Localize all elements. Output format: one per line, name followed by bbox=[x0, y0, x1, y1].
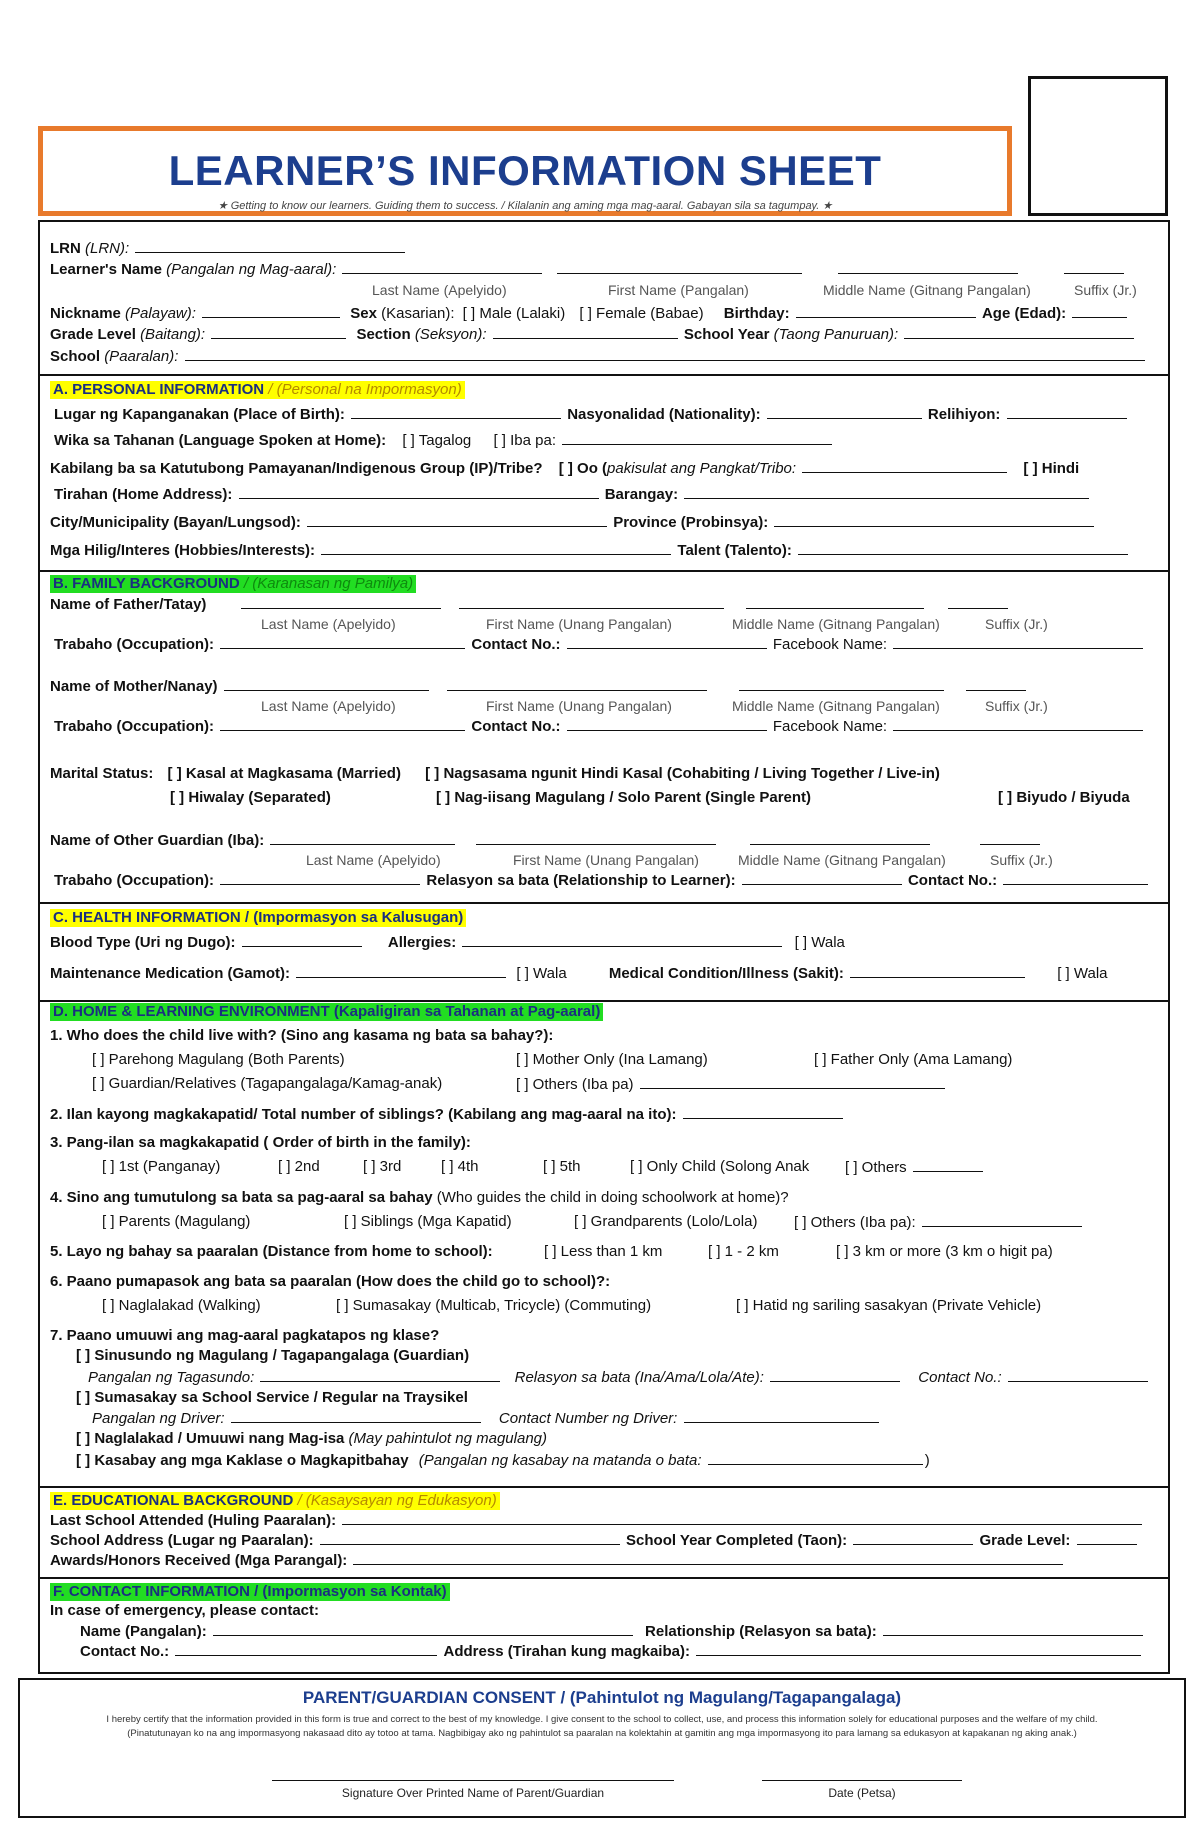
pickup-relationship-field[interactable] bbox=[770, 1367, 900, 1382]
awards-label: Awards/Honors Received (Mga Parangal): bbox=[50, 1552, 348, 1569]
father-contact-field[interactable] bbox=[567, 634, 767, 649]
language-other-checkbox[interactable]: [ ] Iba pa: bbox=[493, 432, 556, 449]
religion-field[interactable] bbox=[1007, 404, 1127, 419]
question-1-label: 1. Who does the child live with? (Sino ang kasama ng bata sa bahay?): bbox=[50, 1027, 554, 1044]
learner-middle-name-field[interactable] bbox=[838, 259, 1018, 274]
father-last-name-caption: Last Name (Apelyido) bbox=[261, 616, 396, 632]
contact-section bbox=[38, 1577, 1170, 1674]
consent-text-tl: (Pinatutunayan ko na ang impormasyong nakasaad dito ay totoo at tama. Nagbibigay ako ng pahintulot sa paaralan na kolektahin at gamitin ang mga impormasyong ito para lamang sa edukasyon at kapakanan ng aking anak.) bbox=[127, 1728, 1077, 1739]
guide-siblings-checkbox[interactable]: [ ] Siblings (Mga Kapatid) bbox=[344, 1213, 512, 1230]
mother-facebook-label: Facebook Name: bbox=[772, 718, 888, 735]
learner-name-label-tl: (Pangalan ng Mag-aaral): bbox=[166, 261, 337, 278]
emergency-intro: In case of emergency, please contact: bbox=[50, 1602, 319, 1619]
home-address-label: Tirahan (Home Address): bbox=[54, 486, 233, 503]
learner-middle-name-caption: Middle Name (Gitnang Pangalan) bbox=[823, 282, 1031, 298]
school-year-label-tl: (Taong Panuruan): bbox=[773, 326, 899, 343]
guardian-first-name-caption: First Name (Unang Pangalan) bbox=[513, 852, 699, 868]
emergency-contact-label: Contact No.: bbox=[80, 1643, 170, 1660]
awards-field[interactable] bbox=[353, 1550, 1063, 1565]
birth-order-5th-checkbox[interactable]: [ ] 5th bbox=[543, 1158, 581, 1175]
father-suffix-field[interactable] bbox=[948, 594, 1008, 609]
sex-label: Sex bbox=[350, 305, 377, 322]
father-middle-name-caption: Middle Name (Gitnang Pangalan) bbox=[732, 616, 940, 632]
barangay-label: Barangay: bbox=[604, 486, 679, 503]
guide-grandparents-checkbox[interactable]: [ ] Grandparents (Lolo/Lola) bbox=[574, 1213, 758, 1230]
nickname-label-tl: (Palayaw): bbox=[125, 305, 196, 322]
guardian-middle-name-field[interactable] bbox=[750, 830, 930, 845]
emergency-address-field[interactable] bbox=[696, 1641, 1141, 1656]
birthday-field[interactable] bbox=[796, 303, 976, 318]
mother-first-name-field[interactable] bbox=[447, 676, 707, 691]
birth-order-others-checkbox[interactable]: [ ] Others bbox=[845, 1157, 985, 1178]
signature-caption: Signature Over Printed Name of Parent/Guardian bbox=[341, 1786, 605, 1800]
maintenance-medication-field[interactable] bbox=[296, 963, 506, 978]
guardian-first-name-field[interactable] bbox=[476, 830, 716, 845]
school-year-field[interactable] bbox=[904, 324, 1134, 339]
mother-middle-name-field[interactable] bbox=[739, 676, 944, 691]
nickname-label: Nickname bbox=[50, 305, 121, 322]
page-title: LEARNER’S INFORMATION SHEET bbox=[168, 147, 882, 194]
mother-contact-label: Contact No.: bbox=[471, 718, 561, 735]
birth-order-3rd-checkbox[interactable]: [ ] 3rd bbox=[363, 1158, 402, 1175]
barangay-field[interactable] bbox=[684, 484, 1089, 499]
talent-label: Talent (Talento): bbox=[677, 542, 792, 559]
school-field[interactable] bbox=[185, 346, 1145, 361]
hobbies-field[interactable] bbox=[321, 540, 671, 555]
guardian-occupation-label: Trabaho (Occupation): bbox=[54, 872, 215, 889]
edu-grade-level-label: Grade Level: bbox=[979, 1532, 1071, 1549]
health-info-section bbox=[38, 902, 1170, 1002]
signature-line[interactable] bbox=[272, 1780, 674, 1781]
mother-facebook-field[interactable] bbox=[893, 716, 1143, 731]
mother-occupation-label: Trabaho (Occupation): bbox=[54, 718, 215, 735]
school-service-checkbox[interactable]: [ ] Sumasakay sa School Service / Regular na Traysikel bbox=[76, 1389, 468, 1406]
edu-grade-level-field[interactable] bbox=[1077, 1530, 1137, 1545]
province-label: Province (Probinsya): bbox=[613, 514, 769, 531]
father-occupation-label: Trabaho (Occupation): bbox=[54, 636, 215, 653]
allergies-field[interactable] bbox=[462, 932, 782, 947]
province-field[interactable] bbox=[774, 512, 1094, 527]
transport-commuting-checkbox[interactable]: [ ] Sumasakay (Multicab, Tricycle) (Commuting) bbox=[336, 1297, 652, 1314]
language-other-field[interactable] bbox=[562, 430, 832, 445]
mother-name-label: Name of Mother/Nanay) bbox=[50, 678, 218, 695]
guardian-relationship-field[interactable] bbox=[742, 870, 902, 885]
driver-contact-field[interactable] bbox=[684, 1408, 879, 1423]
consent-section bbox=[18, 1678, 1186, 1818]
birth-order-2nd-checkbox[interactable]: [ ] 2nd bbox=[278, 1158, 320, 1175]
pickup-name-label: Pangalan ng Tagasundo: bbox=[88, 1369, 255, 1386]
birthplace-label: Lugar ng Kapanganakan (Place of Birth): bbox=[54, 406, 345, 423]
learner-first-name-caption: First Name (Pangalan) bbox=[608, 282, 749, 298]
sex-male-checkbox[interactable]: [ ] Male (Lalaki) bbox=[462, 305, 566, 322]
consent-text-en: I hereby certify that the information provided in this form is true and correct to the best of my knowledge. I give consent to the school to collect, use, and process this information solely for educational purposes and the welfare of my child. bbox=[106, 1714, 1098, 1725]
father-suffix-caption: Suffix (Jr.) bbox=[985, 616, 1048, 632]
home-learning-section bbox=[38, 1000, 1170, 1488]
walk-alone-checkbox[interactable]: [ ] Naglalakad / Umuuwi nang Mag-isa bbox=[76, 1430, 345, 1447]
last-school-label: Last School Attended (Huling Paaralan): bbox=[50, 1512, 337, 1529]
mother-middle-name-caption: Middle Name (Gitnang Pangalan) bbox=[732, 698, 940, 714]
education-heading: E. EDUCATIONAL BACKGROUND / (Kasaysayan ng Edukasyon) bbox=[50, 1492, 500, 1510]
mother-first-name-caption: First Name (Unang Pangalan) bbox=[486, 698, 672, 714]
question-5-label: 5. Layo ng bahay sa paaralan (Distance from home to school): bbox=[50, 1243, 493, 1260]
tagline: ★ Getting to know our learners. Guiding them to success. / Kilalanin ang aming mga mag-aaral. Gabayan sila sa tagumpay. ★ bbox=[217, 200, 833, 212]
birth-order-1st-checkbox[interactable]: [ ] 1st (Panganay) bbox=[102, 1158, 221, 1175]
title-banner bbox=[38, 126, 1012, 216]
father-name-label: Name of Father/Tatay) bbox=[50, 596, 207, 613]
city-label: City/Municipality (Bayan/Lungsod): bbox=[50, 514, 301, 531]
with-classmates-checkbox[interactable]: [ ] Kasabay ang mga Kaklase o Magkapitbahay bbox=[76, 1452, 409, 1469]
nationality-label: Nasyonalidad (Nationality): bbox=[567, 406, 761, 423]
question-4-label-en: (Who guides the child in doing schoolwork at home)? bbox=[436, 1189, 789, 1206]
mother-contact-field[interactable] bbox=[567, 716, 767, 731]
photo-box bbox=[1028, 76, 1168, 216]
pickup-guardian-checkbox[interactable]: [ ] Sinusundo ng Magulang / Tagapangalaga (Guardian) bbox=[76, 1347, 470, 1364]
with-classmates-note: (Pangalan ng kasabay na matanda o bata: bbox=[418, 1452, 702, 1469]
father-first-name-caption: First Name (Unang Pangalan) bbox=[486, 616, 672, 632]
guardian-last-name-field[interactable] bbox=[270, 830, 455, 845]
age-label: Age (Edad): bbox=[981, 305, 1067, 322]
education-section bbox=[38, 1486, 1170, 1579]
family-background-heading: B. FAMILY BACKGROUND / (Karanasan ng Pamilya) bbox=[50, 575, 416, 593]
birthday-label: Birthday: bbox=[723, 305, 790, 322]
learner-last-name-field[interactable] bbox=[342, 259, 542, 274]
emergency-name-field[interactable] bbox=[213, 1621, 633, 1636]
father-middle-name-field[interactable] bbox=[746, 594, 924, 609]
nickname-field[interactable] bbox=[202, 303, 340, 318]
medical-condition-label: Medical Condition/Illness (Sakit): bbox=[608, 965, 844, 982]
section-label: Section bbox=[356, 326, 411, 343]
marital-cohabiting-checkbox[interactable]: [ ] Nagsasama ngunit Hindi Kasal (Cohabiting / Living Together / Live-in) bbox=[425, 765, 940, 782]
language-tagalog-checkbox[interactable]: [ ] Tagalog bbox=[402, 432, 472, 449]
birth-order-4th-checkbox[interactable]: [ ] 4th bbox=[441, 1158, 479, 1175]
guardian-contact-label: Contact No.: bbox=[907, 872, 998, 889]
ip-yes-note: pakisulat ang Pangkat/Tribo: bbox=[607, 460, 797, 477]
driver-name-label: Pangalan ng Driver: bbox=[92, 1410, 225, 1427]
father-last-name-field[interactable] bbox=[241, 594, 441, 609]
health-info-heading: C. HEALTH INFORMATION / (Impormasyon sa Kalusugan) bbox=[50, 909, 466, 927]
language-label: Wika sa Tahanan (Language Spoken at Home): bbox=[54, 432, 387, 449]
lives-guardian-checkbox[interactable]: [ ] Guardian/Relatives (Tagapangalaga/Kamag-anak) bbox=[92, 1075, 443, 1092]
religion-label: Relihiyon: bbox=[927, 406, 1001, 423]
siblings-count-field[interactable] bbox=[683, 1104, 843, 1119]
guide-others-checkbox[interactable]: [ ] Others (Iba pa): bbox=[794, 1212, 1084, 1233]
transport-private-vehicle-checkbox[interactable]: [ ] Hatid ng sariling sasakyan (Private Vehicle) bbox=[736, 1297, 1042, 1314]
question-6-label: 6. Paano pumapasok ang bata sa paaralan (How does the child go to school)?: bbox=[50, 1273, 611, 1290]
with-classmates-field[interactable] bbox=[708, 1450, 923, 1465]
date-caption: Date (Petsa) bbox=[828, 1786, 896, 1800]
pickup-contact-field[interactable] bbox=[1008, 1367, 1148, 1382]
allergies-label: Allergies: bbox=[387, 934, 457, 951]
city-field[interactable] bbox=[307, 512, 607, 527]
question-7-label: 7. Paano umuuwi ang mag-aaral pagkatapos ng klase? bbox=[50, 1327, 440, 1344]
ip-question-label: Kabilang ba sa Katutubong Pamayanan/Indigenous Group (IP)/Tribe? bbox=[50, 460, 543, 477]
hobbies-label: Mga Hilig/Interes (Hobbies/Interests): bbox=[50, 542, 316, 559]
father-facebook-label: Facebook Name: bbox=[772, 636, 888, 653]
condition-none-checkbox[interactable]: [ ] Wala bbox=[1057, 965, 1108, 982]
last-school-field[interactable] bbox=[342, 1510, 1142, 1525]
sex-label-tl: (Kasarian): bbox=[381, 305, 455, 322]
question-4-label: 4. Sino ang tumutulong sa bata sa pag-aaral sa bahay bbox=[50, 1189, 433, 1206]
guardian-occupation-field[interactable] bbox=[220, 870, 420, 885]
grade-level-label: Grade Level bbox=[50, 326, 136, 343]
marital-widowed-checkbox[interactable]: [ ] Biyudo / Biyuda bbox=[998, 789, 1130, 806]
blood-type-label: Blood Type (Uri ng Dugo): bbox=[50, 934, 236, 951]
guardian-last-name-caption: Last Name (Apelyido) bbox=[306, 852, 441, 868]
lrn-label-tl: (LRN): bbox=[85, 240, 130, 257]
birthplace-field[interactable] bbox=[351, 404, 561, 419]
father-first-name-field[interactable] bbox=[459, 594, 724, 609]
guide-parents-checkbox[interactable]: [ ] Parents (Magulang) bbox=[102, 1213, 251, 1230]
emergency-address-label: Address (Tirahan kung magkaiba): bbox=[443, 1643, 690, 1660]
mother-suffix-caption: Suffix (Jr.) bbox=[985, 698, 1048, 714]
grade-level-label-tl: (Baitang): bbox=[140, 326, 206, 343]
learner-name-label: Learner's Name bbox=[50, 261, 162, 278]
father-occupation-field[interactable] bbox=[220, 634, 465, 649]
personal-info-heading: A. PERSONAL INFORMATION / (Personal na Impormasyon) bbox=[50, 381, 465, 399]
distance-3km-more-checkbox[interactable]: [ ] 3 km or more (3 km o higit pa) bbox=[836, 1243, 1053, 1260]
marital-married-checkbox[interactable]: [ ] Kasal at Magkasama (Married) bbox=[167, 765, 401, 782]
pickup-relationship-label: Relasyon sa bata (Ina/Ama/Lola/Ate): bbox=[514, 1369, 764, 1386]
father-contact-label: Contact No.: bbox=[471, 636, 561, 653]
family-background-section bbox=[38, 570, 1170, 904]
school-label-tl: (Paaralan): bbox=[104, 348, 179, 365]
grade-level-field[interactable] bbox=[211, 324, 346, 339]
medical-condition-field[interactable] bbox=[850, 963, 1025, 978]
lives-both-parents-checkbox[interactable]: [ ] Parehong Magulang (Both Parents) bbox=[92, 1051, 345, 1068]
with-classmates-note-close: ) bbox=[924, 1452, 930, 1469]
ip-no-checkbox[interactable]: [ ] Hindi bbox=[1023, 460, 1080, 477]
guardian-relationship-label: Relasyon sa bata (Relationship to Learner): bbox=[426, 872, 736, 889]
learner-first-name-field[interactable] bbox=[557, 259, 802, 274]
date-line[interactable] bbox=[762, 1780, 962, 1781]
distance-less-1km-checkbox[interactable]: [ ] Less than 1 km bbox=[544, 1243, 663, 1260]
emergency-name-label: Name (Pangalan): bbox=[80, 1623, 207, 1640]
talent-field[interactable] bbox=[798, 540, 1128, 555]
driver-contact-label: Contact Number ng Driver: bbox=[498, 1410, 678, 1427]
question-2-label: 2. Ilan kayong magkakapatid/ Total number of siblings? (Kabilang ang mag-aaral na ito): bbox=[50, 1106, 677, 1123]
age-field[interactable] bbox=[1072, 303, 1127, 318]
guardian-suffix-field[interactable] bbox=[980, 830, 1040, 845]
learner-suffix-field[interactable] bbox=[1064, 259, 1124, 274]
mother-last-name-field[interactable] bbox=[224, 676, 429, 691]
driver-name-field[interactable] bbox=[231, 1408, 481, 1423]
pickup-contact-label: Contact No.: bbox=[918, 1369, 1002, 1386]
medication-none-checkbox[interactable]: [ ] Wala bbox=[516, 965, 567, 982]
emergency-relationship-field[interactable] bbox=[883, 1621, 1143, 1636]
sy-completed-label: School Year Completed (Taon): bbox=[626, 1532, 848, 1549]
lives-mother-only-checkbox[interactable]: [ ] Mother Only (Ina Lamang) bbox=[516, 1051, 708, 1068]
guardian-name-label: Name of Other Guardian (Iba): bbox=[50, 832, 265, 849]
lives-others-checkbox[interactable]: [ ] Others (Iba pa) bbox=[516, 1074, 947, 1095]
contact-heading: F. CONTACT INFORMATION / (Impormasyon sa Kontak) bbox=[50, 1583, 450, 1601]
home-learning-heading: D. HOME & LEARNING ENVIRONMENT (Kapaligiran sa Tahanan at Pag-aaral) bbox=[50, 1003, 603, 1021]
sex-female-checkbox[interactable]: [ ] Female (Babae) bbox=[579, 305, 704, 322]
allergies-none-checkbox[interactable]: [ ] Wala bbox=[794, 934, 845, 951]
emergency-contact-field[interactable] bbox=[175, 1641, 437, 1656]
marital-status-label: Marital Status: bbox=[50, 765, 154, 782]
learner-suffix-caption: Suffix (Jr.) bbox=[1074, 282, 1137, 298]
school-address-field[interactable] bbox=[320, 1530, 620, 1545]
guardian-middle-name-caption: Middle Name (Gitnang Pangalan) bbox=[738, 852, 946, 868]
ip-yes-checkbox[interactable]: [ ] Oo ( bbox=[558, 460, 608, 477]
home-address-field[interactable] bbox=[239, 484, 599, 499]
pickup-name-field[interactable] bbox=[260, 1367, 500, 1382]
father-facebook-field[interactable] bbox=[893, 634, 1143, 649]
marital-separated-checkbox[interactable]: [ ] Hiwalay (Separated) bbox=[170, 789, 331, 806]
lives-father-only-checkbox[interactable]: [ ] Father Only (Ama Lamang) bbox=[814, 1051, 1013, 1068]
lrn-label: LRN bbox=[50, 240, 81, 257]
maintenance-medication-label: Maintenance Medication (Gamot): bbox=[50, 965, 291, 982]
nationality-field[interactable] bbox=[767, 404, 922, 419]
section-field[interactable] bbox=[493, 324, 678, 339]
walk-alone-note: (May pahintulot ng magulang) bbox=[348, 1430, 547, 1447]
question-3-label: 3. Pang-ilan sa magkakapatid ( Order of birth in the family): bbox=[50, 1134, 471, 1151]
school-label: School bbox=[50, 348, 101, 365]
mother-last-name-caption: Last Name (Apelyido) bbox=[261, 698, 396, 714]
distance-1-2km-checkbox[interactable]: [ ] 1 - 2 km bbox=[708, 1243, 779, 1260]
learner-last-name-caption: Last Name (Apelyido) bbox=[372, 282, 507, 298]
school-year-label: School Year bbox=[683, 326, 770, 343]
sy-completed-field[interactable] bbox=[853, 1530, 973, 1545]
school-address-label: School Address (Lugar ng Paaralan): bbox=[50, 1532, 314, 1549]
marital-solo-parent-checkbox[interactable]: [ ] Nag-iisang Magulang / Solo Parent (Single Parent) bbox=[436, 789, 812, 806]
blood-type-field[interactable] bbox=[242, 932, 362, 947]
ip-tribe-field[interactable] bbox=[802, 458, 1007, 473]
learner-info-section bbox=[38, 220, 1170, 376]
personal-info-section bbox=[38, 374, 1170, 572]
guardian-suffix-caption: Suffix (Jr.) bbox=[990, 852, 1053, 868]
transport-walking-checkbox[interactable]: [ ] Naglalakad (Walking) bbox=[102, 1297, 261, 1314]
consent-title: PARENT/GUARDIAN CONSENT / (Pahintulot ng Magulang/Tagapangalaga) bbox=[302, 1688, 902, 1707]
mother-occupation-field[interactable] bbox=[220, 716, 465, 731]
section-label-tl: (Seksyon): bbox=[414, 326, 487, 343]
lrn-field[interactable] bbox=[135, 238, 405, 253]
emergency-relationship-label: Relationship (Relasyon sa bata): bbox=[645, 1623, 877, 1640]
birth-order-only-child-checkbox[interactable]: [ ] Only Child (Solong Anak bbox=[630, 1158, 810, 1175]
guardian-contact-field[interactable] bbox=[1003, 870, 1148, 885]
mother-suffix-field[interactable] bbox=[966, 676, 1026, 691]
